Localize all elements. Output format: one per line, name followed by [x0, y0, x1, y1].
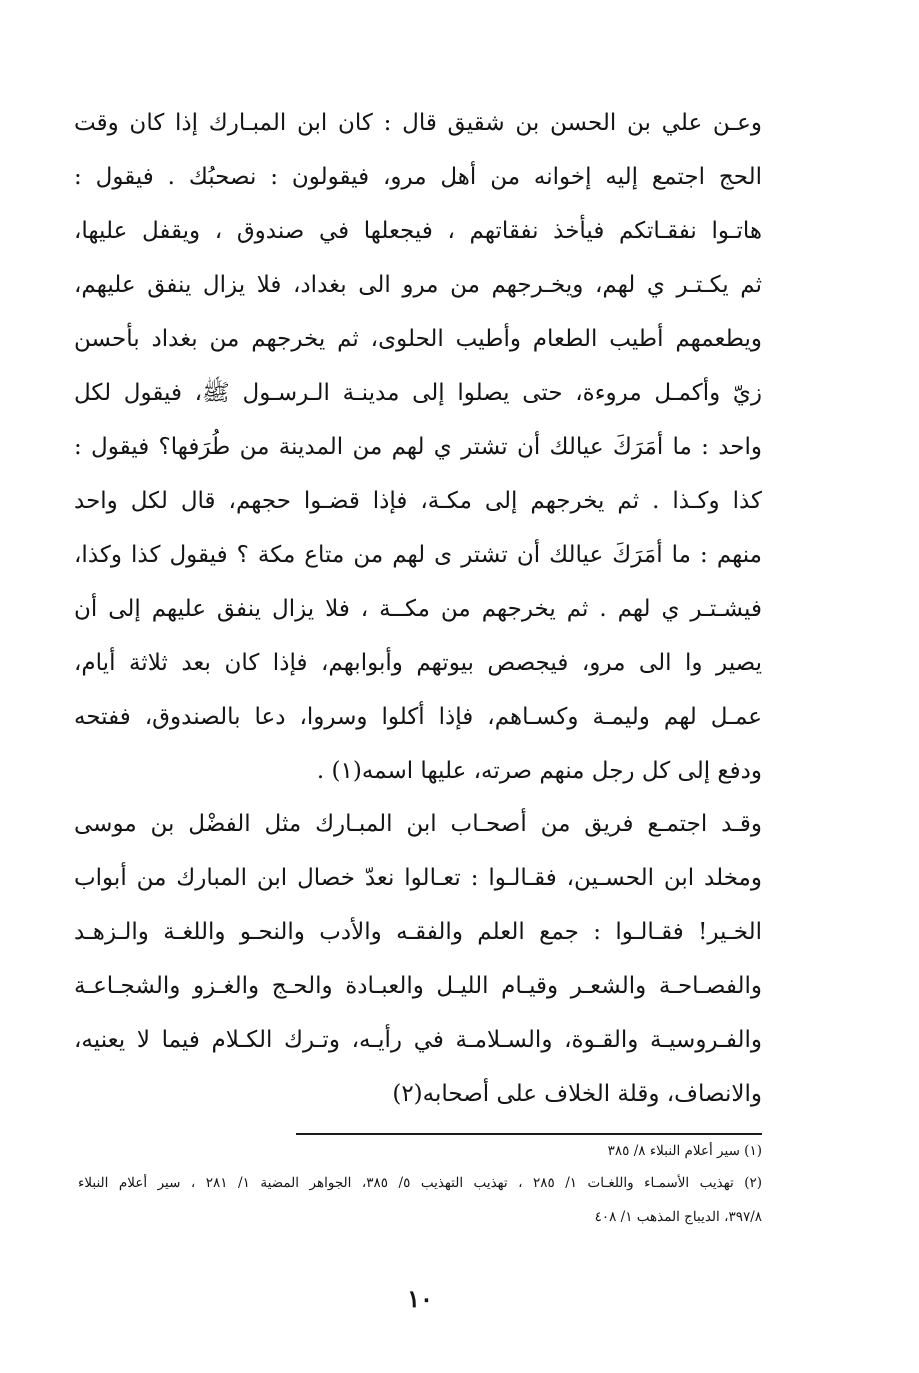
text-line: والفصـاحـة والشعـر وقيـام الليـل والعبـادة والحـج والغـزو والشجـاعـة: [74, 973, 762, 999]
text-line: ودفع إلى كل رجل منهم صرته، عليها اسمه(١) .: [316, 758, 762, 784]
text-line: والفـروسيـة والقـوة، والسـلامـة في رأيـه، وتـرك الكـلام فيما لا يعنيه،: [74, 1027, 762, 1053]
footnote-1: [78, 1134, 762, 1168]
paragraph-1: [74, 96, 762, 798]
footnote-line: ٣٩٧/٨، الديباج المذهب ١/ ٤٠٨: [594, 1209, 762, 1225]
text-line: الحج اجتمع إليه إخوانه من أهل مرو، فيقولون : نصحبُك . فيقول :: [74, 164, 762, 190]
paragraph-2: [74, 797, 762, 1121]
text-line: والانصاف، وقلة الخلاف على أصحابه(٢): [392, 1081, 762, 1107]
text-line: زيّ وأكمـل مروءة، حتى يصلوا إلى مدينـة الـرسـول ﷺ، فيقول لكل: [74, 380, 762, 406]
text-line: ويطعمهم أطيب الطعام وأطيب الحلوى، ثم يخرجهم من بغداد بأحسن: [74, 326, 762, 352]
text-line: فيشـتـر ي لهم . ثم يخرجهم من مكــة ، فلا يزال ينفق عليهم إلى أن: [74, 596, 762, 622]
text-line: الخـير! فقـالـوا : جمع العلم والفقـه والأدب والنحـو واللغـة والـزهـد: [74, 919, 762, 945]
text-line: وقـد اجتمـع فريق من أصحـاب ابن المبـارك مثل الفضْل بن موسى: [74, 811, 762, 837]
text-line: وعـن علي بن الحسن بن شقيق قال : كان ابن المبـارك إذا كان وقت: [74, 110, 762, 136]
text-line: كذا وكـذا . ثم يخرجهم إلى مكـة، فإذا قضـوا حجهم، قال لكل واحد: [74, 488, 762, 514]
text-line: يصير وا الى مرو، فيجصص بيوتهم وأبوابهم، فإذا كان بعد ثلاثة أيام،: [74, 650, 762, 676]
text-line: ومخلد ابن الحسـين، فقـالـوا : تعـالوا نعدّ خصال ابن المبارك من أبواب: [74, 865, 762, 891]
text-line: منهم : ما أمَرَكَ عيالك أن تشتر ى لهم من متاع مكة ؟ فيقول كذا وكذا،: [74, 542, 762, 568]
text-line: عمـل لهم وليمـة وكسـاهم، فإذا أكلوا وسروا، دعا بالصندوق، ففتحه: [74, 704, 762, 730]
footnote-line: (٢) تهذيب الأسمـاء واللغـات ١/ ٢٨٥ ، تهذيب التهذيب ٥/ ٣٨٥، الجواهر المضية ١/ ٢٨١ ، سير أعلام النبلاء: [78, 1175, 762, 1191]
text-line: هاتـوا نفقـاتكم فيأخذ نفقاتهم ، فيجعلها في صندوق ، ويقفل عليها،: [74, 218, 762, 244]
footnote-2: [78, 1166, 762, 1234]
page-number: ١٠: [407, 1284, 433, 1313]
text-line: واحد : ما أمَرَكَ عيالك أن تشتر ي لهم من المدينة من طُرَفها؟ فيقول :: [74, 434, 762, 460]
text-line: ثم يكـتـر ي لهم، ويخـرجهم من مرو الى بغداد، فلا يزال ينفق عليهم،: [74, 272, 762, 298]
footnote-line: (١) سير أعلام النبلاء ٨/ ٣٨٥: [607, 1143, 762, 1159]
